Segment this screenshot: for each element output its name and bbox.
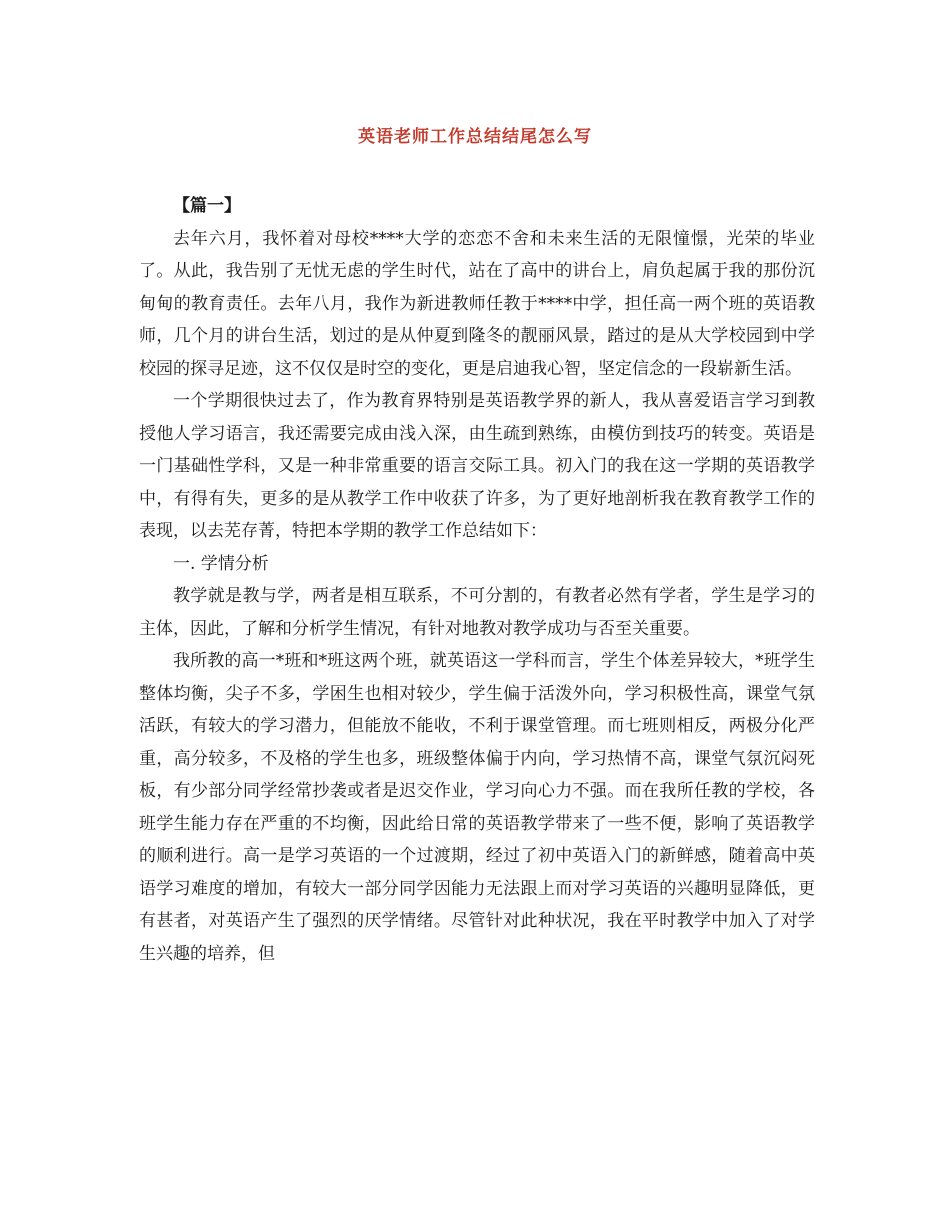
paragraph-2: 一个学期很快过去了，作为教育界特别是英语教学界的新人，我从喜爱语言学习到教授他人学习语言，我还需要完成由浅入深，由生疏到熟练，由模仿到技巧的转变。英语是一门基础性学科，又是一种非常重要的语言交际工具。初入门的我在这一学期的英语教学中，有得有失，更多的是从教学工作中收获了许多，为了更好地剖析我在教育教学工作的表现，以去芜存菁，特把本学期的教学工作总结如下： (139, 391, 815, 541)
section-label: 【篇一】 (173, 196, 241, 216)
paragraph-1: 去年六月，我怀着对母校****大学的恋恋不舍和未来生活的无限憧憬，光荣的毕业了。从此，我告别了无忧无虑的学生时代，站在了高中的讲台上，肩负起属于我的那份沉甸甸的教育责任。去年八月，我作为新进教师任教于****中学，担任高一两个班的英语教师，几个月的讲台生活，划过的是从仲夏到隆冬的靓丽风景，踏过的是从大学校园到中学校园的探寻足迹，这不仅仅是时空的变化，更是启迪我心智，坚定信念的一段崭新生活。 (139, 228, 815, 379)
heading-learning-analysis: 一. 学情分析 (173, 553, 269, 574)
paragraph-3: 教学就是教与学，两者是相互联系，不可分割的，有教者必然有学者，学生是学习的主体，因此，了解和分析学生情况，有针对地教对教学成功与否至关重要。 (139, 586, 815, 639)
document-body (139, 190, 815, 970)
document-title: 英语老师工作总结结尾怎么写 (358, 127, 592, 147)
paragraph-4: 我所教的高一*班和*班这两个班，就英语这一学科而言，学生个体差异较大，*班学生整体均衡，尖子不多，学困生也相对较少，学生偏于活泼外向，学习积极性高，课堂气氛活跃，有较大的学习潜力，但能放不能收，不利于课堂管理。而七班则相反，两极分化严重，高分较多，不及格的学生也多，班级整体偏于内向，学习热情不高，课堂气氛沉闷死板，有少部分同学经常抄袭或者是迟交作业，学习向心力不强。而在我所任教的学校，各班学生能力存在严重的不均衡，因此给日常的英语教学带来了一些不便，影响了英语教学的顺利进行。高一是学习英语的一个过渡期，经过了初中英语入门的新鲜感，随着高中英语学习难度的增加，有较大一部分同学因能力无法跟上而对学习英语的兴趣明显降低，更有甚者，对英语产生了强烈的厌学情绪。尽管针对此种状况，我在平时教学中加入了对学生兴趣的培养，但 (139, 651, 815, 964)
